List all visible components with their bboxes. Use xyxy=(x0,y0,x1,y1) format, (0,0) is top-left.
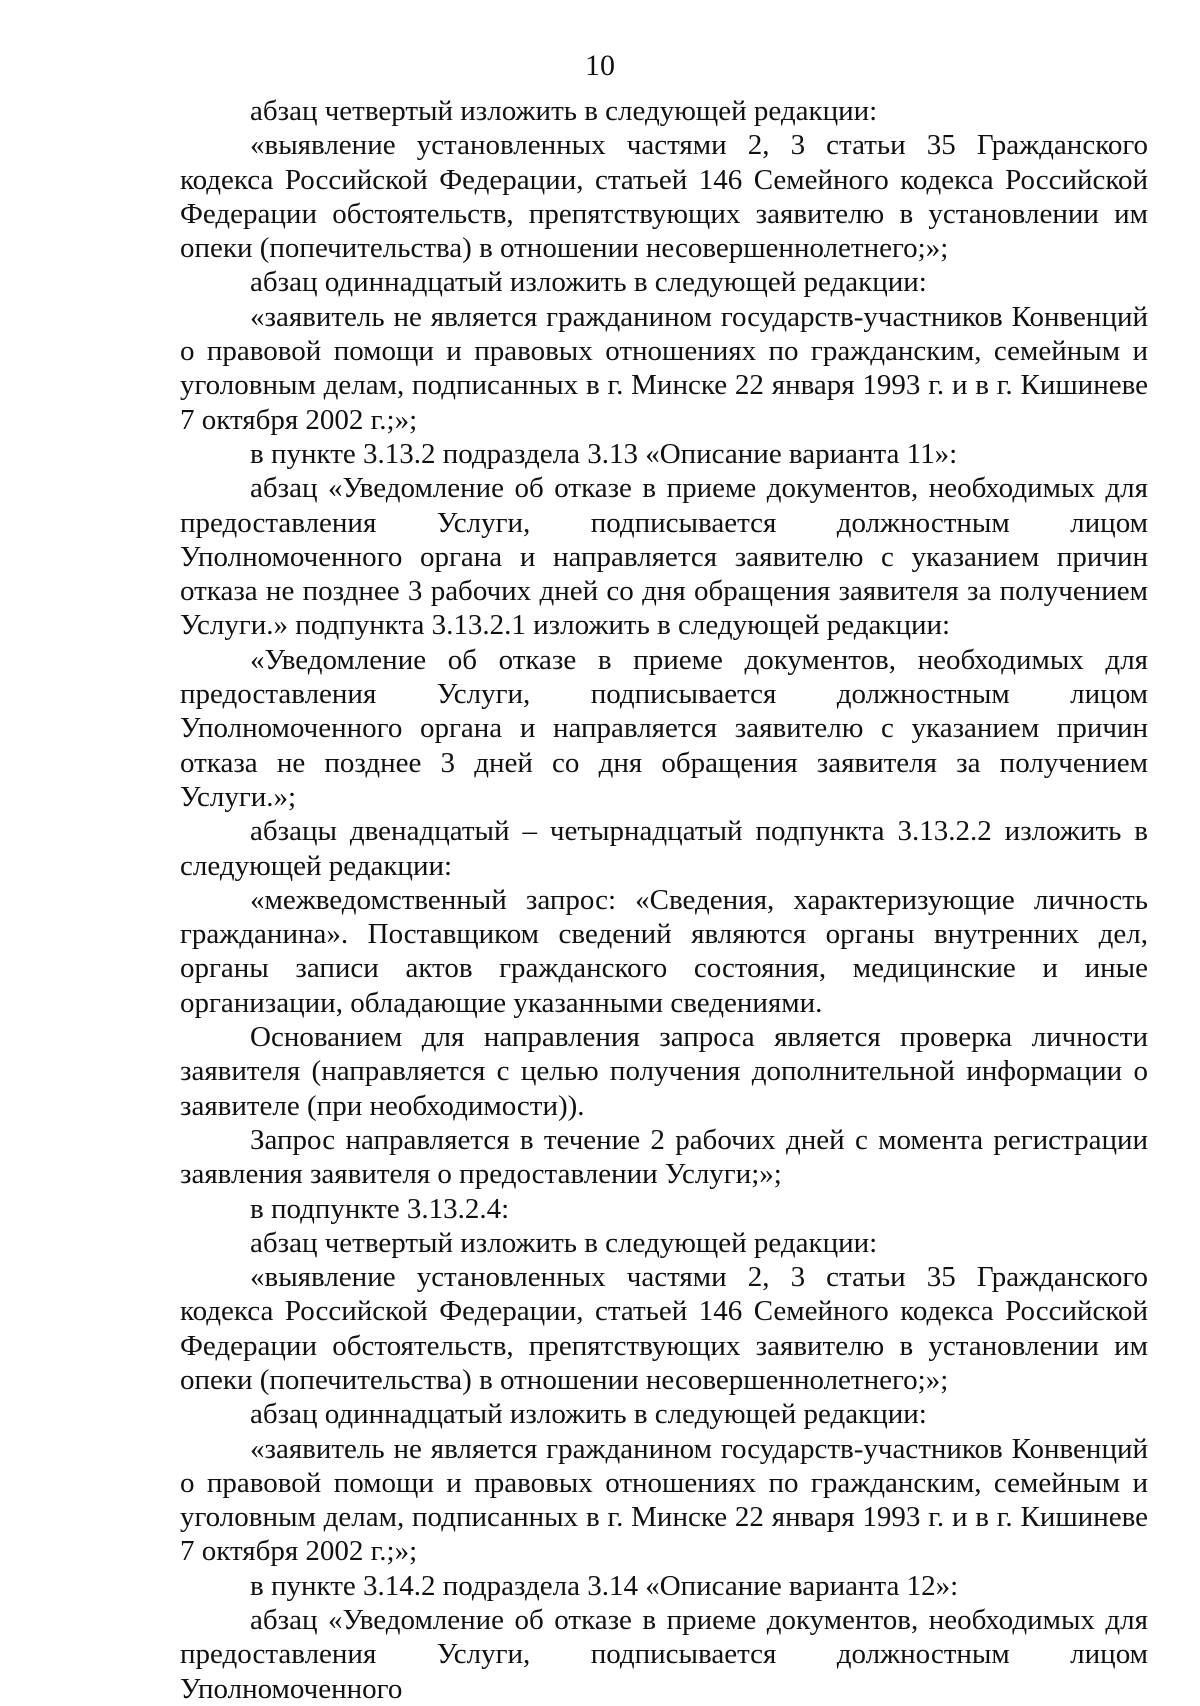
paragraph: абзац «Уведомление об отказе в приеме документов, необходимых для предоставления Услуги, подписывается должностным лицом Уполномоченного органа и направляется заявителю с указанием причин отказа не позднее 3 рабочих дней со дня обращения заявителя за получением Услуги.» подпункта 3.13.2.1 изложить в следующей редакции: xyxy=(180,472,1148,642)
paragraph: абзац одиннадцатый изложить в следующей редакции: xyxy=(250,1398,927,1431)
paragraph: в пункте 3.13.2 подраздела 3.13 «Описание варианта 11»: xyxy=(250,437,958,470)
paragraph: абзац четвертый изложить в следующей редакции: xyxy=(250,1226,878,1259)
paragraph: Основанием для направления запроса является проверка личности заявителя (направляется с целью получения дополнительной информации о заявителе (при необходимости)). xyxy=(180,1021,1148,1122)
paragraph: «заявитель не является гражданином государств-участников Конвенций о правовой помощи и правовых отношениях по гражданским, семейным и уголовным делам, подписанных в г. Минске 22 января 1993 г. и в г. Кишиневе 7 октября 2002 г.;»; xyxy=(180,300,1148,436)
paragraph: в подпункте 3.13.2.4: xyxy=(250,1192,510,1225)
page-number: 10 xyxy=(585,49,615,82)
paragraph: Запрос направляется в течение 2 рабочих дней с момента регистрации заявления заявителя о предоставлении Услуги;»; xyxy=(180,1123,1148,1191)
paragraph: «межведомственный запрос: «Сведения, характеризующие личность гражданина». Поставщиком сведений являются органы внутренних дел, органы записи актов гражданского состояния, медицинские и иные организации, обладающие указанными сведениями. xyxy=(180,883,1148,1019)
paragraph: «заявитель не является гражданином государств-участников Конвенций о правовой помощи и правовых отношениях по гражданским, семейным и уголовным делам, подписанных в г. Минске 22 января 1993 г. и в г. Кишиневе 7 октября 2002 г.;»; xyxy=(180,1432,1148,1568)
paragraph: «выявление установленных частями 2, 3 статьи 35 Гражданского кодекса Российской Федерации, статьей 146 Семейного кодекса Российской Федерации обстоятельств, препятствующих заявителю в установлении им опеки (попечительства) в отношении несовершеннолетнего;»; xyxy=(180,1261,1148,1396)
paragraph: «Уведомление об отказе в приеме документов, необходимых для предоставления Услуги, подписывается должностным лицом Уполномоченного органа и направляется заявителю с указанием причин отказа не позднее 3 дней со дня обращения заявителя за получением Услуги.»; xyxy=(180,643,1148,813)
paragraph: абзацы двенадцатый – четырнадцатый подпункта 3.13.2.2 изложить в следующей редакции: xyxy=(180,815,1148,882)
paragraph: «выявление установленных частями 2, 3 статьи 35 Гражданского кодекса Российской Федерации, статьей 146 Семейного кодекса Российской Федерации обстоятельств, препятствующих заявителю в установлении им опеки (попечительства) в отношении несовершеннолетнего;»; xyxy=(180,129,1148,265)
paragraph: абзац «Уведомление об отказе в приеме документов, необходимых для предоставления Услуги, подписывается должностным лицом Уполномоченного xyxy=(180,1604,1148,1705)
document-body xyxy=(180,94,1148,1706)
paragraph: в пункте 3.14.2 подраздела 3.14 «Описание варианта 12»: xyxy=(250,1569,959,1602)
paragraph: абзац одиннадцатый изложить в следующей редакции: xyxy=(250,266,927,299)
paragraph: абзац четвертый изложить в следующей редакции: xyxy=(250,95,878,127)
